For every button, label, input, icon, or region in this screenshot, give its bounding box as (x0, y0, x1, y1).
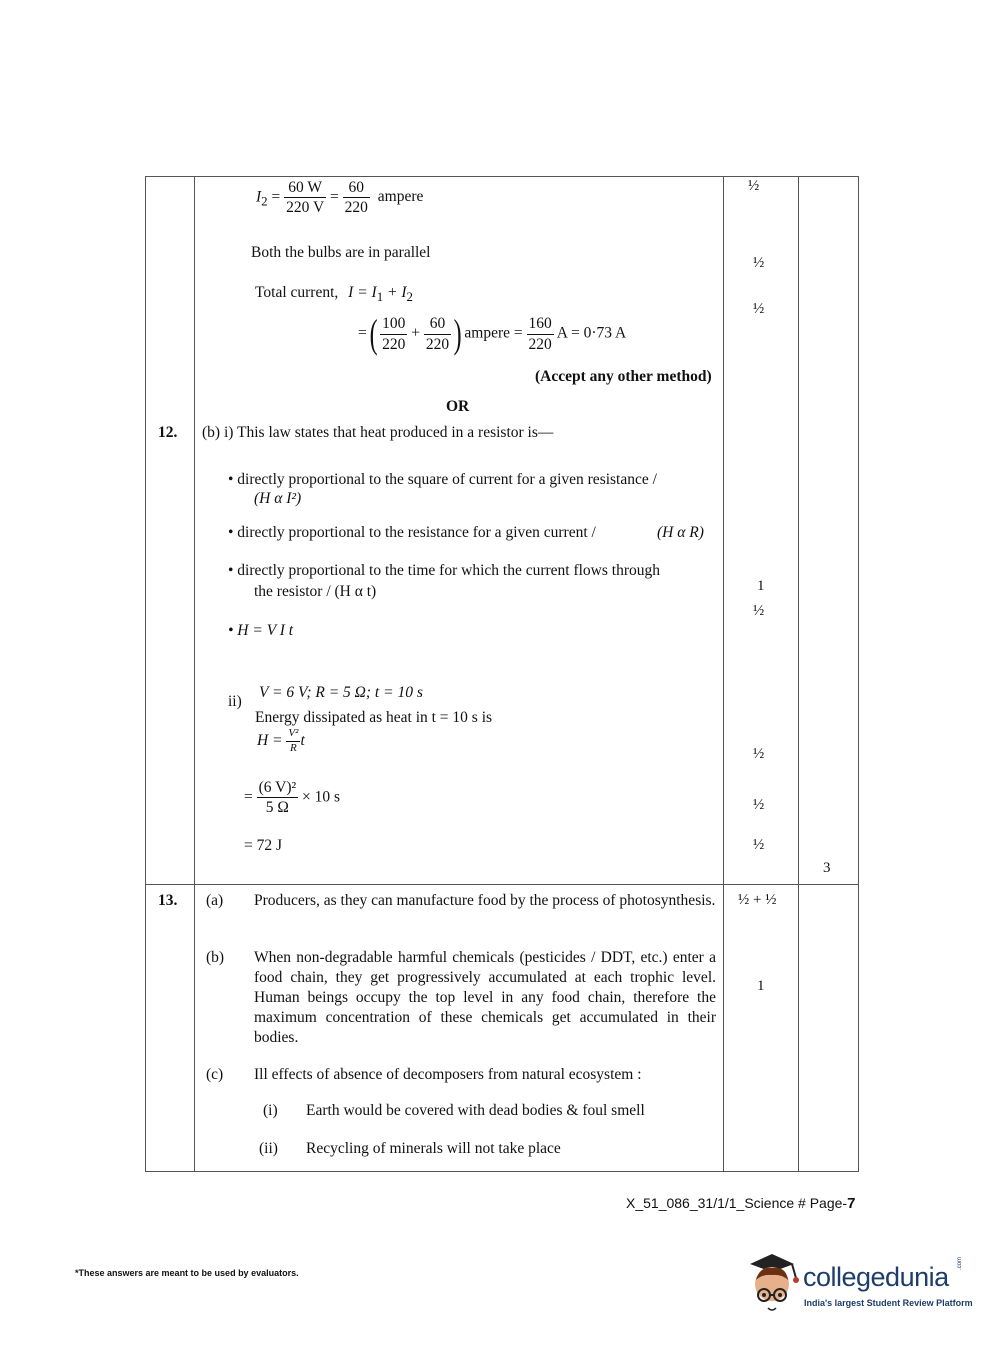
column-divider (194, 176, 195, 1172)
bullet-2: • directly proportional to the resistance for a given current / (228, 524, 596, 541)
heat-formula: H = $\frac{\text{V²}}{R}$ t (257, 727, 305, 754)
sub-label: (i) (263, 1102, 278, 1119)
total-mark: 3 (823, 860, 831, 876)
part-ii-label: ii) (228, 693, 242, 710)
bullet-1-formula: (H α I²) (254, 490, 302, 507)
total-current-calc: =( $\frac{100}{220}$ + $\frac{60}{220}$ ) ampere = $\frac{160}{220}$ A = 0·73 A (358, 311, 627, 356)
logo-name: collegedunia (803, 1262, 949, 1292)
heat-result: = 72 J (244, 837, 283, 854)
mark: ½ (753, 255, 765, 271)
q13-a-answer: Producers, as they can manufacture food by the process of photosynthesis. (254, 892, 716, 909)
column-divider (723, 176, 724, 1172)
or-divider: OR (446, 398, 470, 415)
total-current: Total current, $I = I_1 + I_2$ (255, 284, 413, 305)
bullet-2-formula: (H α R) (657, 524, 704, 541)
bullet-4: • H = V I t (228, 622, 294, 639)
question-number: 13. (158, 892, 178, 909)
energy-text: Energy dissipated as heat in t = 10 s is (255, 709, 493, 726)
mark: ½ (753, 797, 765, 813)
part-label: (c) (206, 1066, 224, 1083)
mark: ½ + ½ (738, 892, 777, 908)
q13-c-i: Earth would be covered with dead bodies & foul smell (306, 1102, 645, 1119)
parallel-text: Both the bulbs are in parallel (251, 244, 431, 261)
q13-b-answer: When non-degradable harmful chemicals (pesticides / DDT, etc.) enter a food chain, they get progressively accumulated at each trophic level. Human beings occupy the top level in any food chain, therefore the maximum concentration of these chemicals get accumulated in their bodies. (254, 949, 716, 1046)
i2-equation: $I_2$ = $\frac{60 W}{220 V}$ = $\frac{60}{220}$ ampere (256, 179, 424, 217)
mark: ½ (753, 301, 765, 317)
part-label: (a) (206, 892, 224, 909)
accept-note: (Accept any other method) (535, 368, 712, 385)
logo-tagline: India's largest Student Review Platform (804, 1298, 973, 1308)
part-label: (b) (206, 949, 225, 966)
bullet-1: • directly proportional to the square of current for a given resistance / (228, 471, 657, 488)
mark: ½ (748, 178, 760, 194)
question-number: 12. (158, 424, 178, 441)
heat-substitution: = $\frac{\text{(6 V)²}}{5 \Omega}$ × 10 s (244, 779, 341, 817)
logo-tld: .com (957, 1256, 963, 1270)
q12-intro: (b) i) This law states that heat produced in a resistor is— (202, 424, 554, 441)
bullet-3: • directly proportional to the time for which the current flows through (228, 562, 660, 579)
column-divider (798, 176, 799, 1172)
mark: 1 (757, 978, 765, 994)
mark: ½ (753, 837, 765, 853)
q13-c-answer: Ill effects of absence of decomposers from natural ecosystem : (254, 1066, 642, 1083)
mark: ½ (753, 603, 765, 619)
collegedunia-mascot-icon (742, 1250, 802, 1320)
mark: 1 (757, 578, 765, 594)
row-divider (145, 884, 859, 885)
mark: ½ (753, 746, 765, 762)
evaluator-note: *These answers are meant to be used by evaluators. (75, 1268, 299, 1278)
q13-c-ii: Recycling of minerals will not take place (306, 1140, 561, 1157)
page-code: X_51_086_31/1/1_Science # Page-7 (626, 1195, 856, 1212)
given-values: V = 6 V; R = 5 Ω; t = 10 s (259, 684, 423, 701)
bullet-3-line2: the resistor / (H α t) (254, 583, 377, 600)
sub-label: (ii) (259, 1140, 278, 1157)
